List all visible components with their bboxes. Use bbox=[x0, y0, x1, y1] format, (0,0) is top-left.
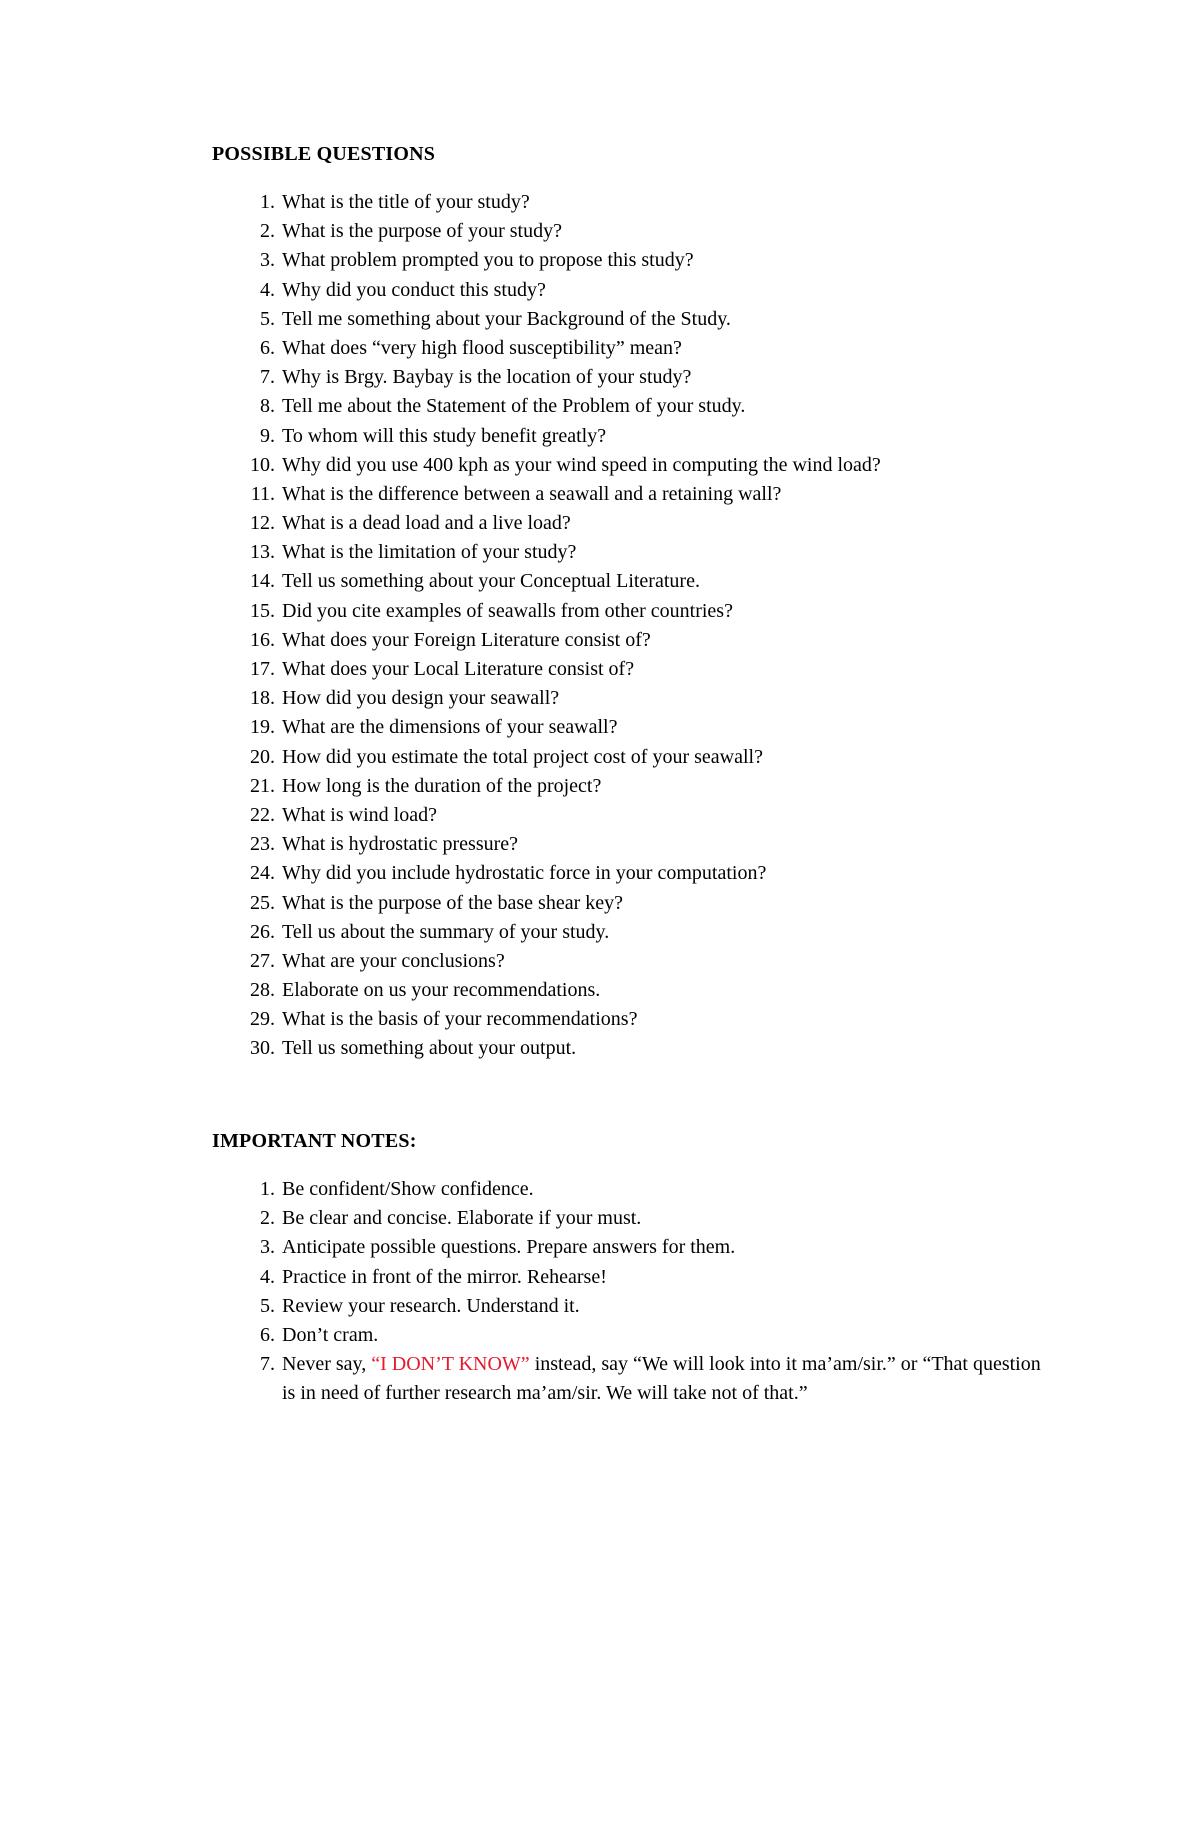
list-item-number: 18. bbox=[250, 687, 275, 710]
list-item-text: Why did you use 400 kph as your wind speed in computing the wind load? bbox=[282, 453, 881, 476]
list-item-number: 19. bbox=[250, 716, 275, 739]
list-item-number: 24. bbox=[250, 862, 275, 885]
list-item-text: Practice in front of the mirror. Rehearse! bbox=[282, 1265, 607, 1288]
list-item-number: 1. bbox=[260, 1178, 275, 1200]
list-item-number: 8. bbox=[260, 395, 275, 418]
list-item-text: Why did you include hydrostatic force in your computation? bbox=[282, 862, 767, 885]
list-item-text: What does your Foreign Literature consist of? bbox=[282, 628, 651, 651]
list-item-text: Tell me about the Statement of the Problem of your study. bbox=[282, 395, 746, 418]
list-item-number: 30. bbox=[250, 1037, 275, 1060]
list-item-text: What is a dead load and a live load? bbox=[282, 512, 571, 535]
list-item-number: 12. bbox=[250, 512, 275, 535]
list-item-number: 17. bbox=[250, 658, 275, 680]
list-item-text: What is the title of your study? bbox=[282, 191, 530, 213]
important-notes-heading: IMPORTANT NOTES: bbox=[212, 1130, 417, 1152]
list-item-number: 6. bbox=[260, 336, 275, 359]
list-item-number: 5. bbox=[260, 307, 275, 330]
list-item-text: Be confident/Show confidence. bbox=[282, 1178, 534, 1200]
list-item-text: Tell me something about your Background of the Study. bbox=[282, 307, 731, 330]
list-item-number: 15. bbox=[250, 599, 275, 622]
list-item-text: What is the purpose of your study? bbox=[282, 220, 562, 243]
list-item-text: How did you design your seawall? bbox=[282, 687, 560, 710]
list-item-number: 5. bbox=[260, 1294, 275, 1317]
list-item-text: What is the difference between a seawall and a retaining wall? bbox=[282, 482, 782, 505]
list-item-number: 26. bbox=[250, 920, 275, 943]
list-item-number: 7. bbox=[260, 366, 275, 389]
list-item-text: What problem prompted you to propose this study? bbox=[282, 249, 694, 272]
list-item-text: What is the limitation of your study? bbox=[282, 541, 577, 564]
list-item-text: Why did you conduct this study? bbox=[282, 278, 546, 301]
list-item-text: How did you estimate the total project cost of your seawall? bbox=[282, 745, 763, 768]
list-item-number: 28. bbox=[250, 979, 275, 1002]
list-item-number: 7. bbox=[260, 1353, 275, 1376]
list-item-number: 2. bbox=[260, 220, 275, 243]
note-text-after: instead, say “We will look into it ma’am/sir.” or “That question is in need of further research ma’am/sir. We will take not of that.” bbox=[282, 1353, 1041, 1405]
list-item-number: 4. bbox=[260, 1265, 275, 1288]
list-item-number: 27. bbox=[250, 949, 275, 972]
list-item-number: 2. bbox=[260, 1207, 275, 1230]
list-item-number: 4. bbox=[260, 278, 275, 301]
list-item-text: Anticipate possible questions. Prepare answers for them. bbox=[282, 1236, 736, 1259]
list-item-text: Tell us something about your Conceptual Literature. bbox=[282, 570, 700, 593]
list-item-number: 9. bbox=[260, 424, 275, 447]
list-item-number: 13. bbox=[250, 541, 275, 564]
list-item-number: 22. bbox=[250, 803, 275, 826]
possible-questions-heading: POSSIBLE QUESTIONS bbox=[212, 143, 436, 165]
list-item-number: 23. bbox=[250, 833, 275, 856]
list-item-number: 25. bbox=[250, 891, 275, 914]
list-item-text: How long is the duration of the project? bbox=[282, 774, 602, 797]
list-item-number: 10. bbox=[250, 453, 275, 476]
list-item-text: Tell us something about your output. bbox=[282, 1037, 577, 1060]
list-item-text: What does your Local Literature consist of? bbox=[282, 658, 635, 680]
list-item-number: 29. bbox=[250, 1008, 275, 1031]
list-item-number: 20. bbox=[250, 745, 275, 768]
list-item-text: Tell us about the summary of your study. bbox=[282, 920, 610, 943]
list-item-text: Did you cite examples of seawalls from other countries? bbox=[282, 599, 733, 622]
list-item-text: Don’t cram. bbox=[282, 1323, 379, 1346]
list-item-text: Why is Brgy. Baybay is the location of your study? bbox=[282, 366, 692, 389]
list-item-number: 11. bbox=[250, 482, 275, 505]
list-item-number: 16. bbox=[250, 628, 275, 651]
list-item-text: Be clear and concise. Elaborate if your must. bbox=[282, 1207, 642, 1230]
list-item-number: 3. bbox=[260, 1236, 275, 1259]
list-item-number: 1. bbox=[260, 191, 275, 213]
note-text-before: Never say, bbox=[282, 1353, 372, 1376]
list-item-number: 21. bbox=[250, 774, 275, 797]
list-item-text: What is wind load? bbox=[282, 803, 437, 826]
list-item-text: What is hydrostatic pressure? bbox=[282, 833, 519, 856]
list-item-text: To whom will this study benefit greatly? bbox=[282, 424, 607, 447]
list-item-text bbox=[282, 1350, 1052, 1408]
list-item-number: 6. bbox=[260, 1323, 275, 1346]
list-item-text: What are the dimensions of your seawall? bbox=[282, 716, 618, 739]
list-item-text: What are your conclusions? bbox=[282, 949, 505, 972]
list-item-number: 14. bbox=[250, 570, 275, 593]
highlighted-phrase: “I DON’T KNOW” bbox=[371, 1353, 530, 1376]
list-item-text: Review your research. Understand it. bbox=[282, 1294, 580, 1317]
list-item-text: What does “very high flood susceptibility” mean? bbox=[282, 336, 682, 359]
list-item-number: 3. bbox=[260, 249, 275, 272]
list-item-text: Elaborate on us your recommendations. bbox=[282, 979, 601, 1002]
list-item-text: What is the basis of your recommendations? bbox=[282, 1008, 638, 1031]
list-item-text: What is the purpose of the base shear key? bbox=[282, 891, 623, 914]
